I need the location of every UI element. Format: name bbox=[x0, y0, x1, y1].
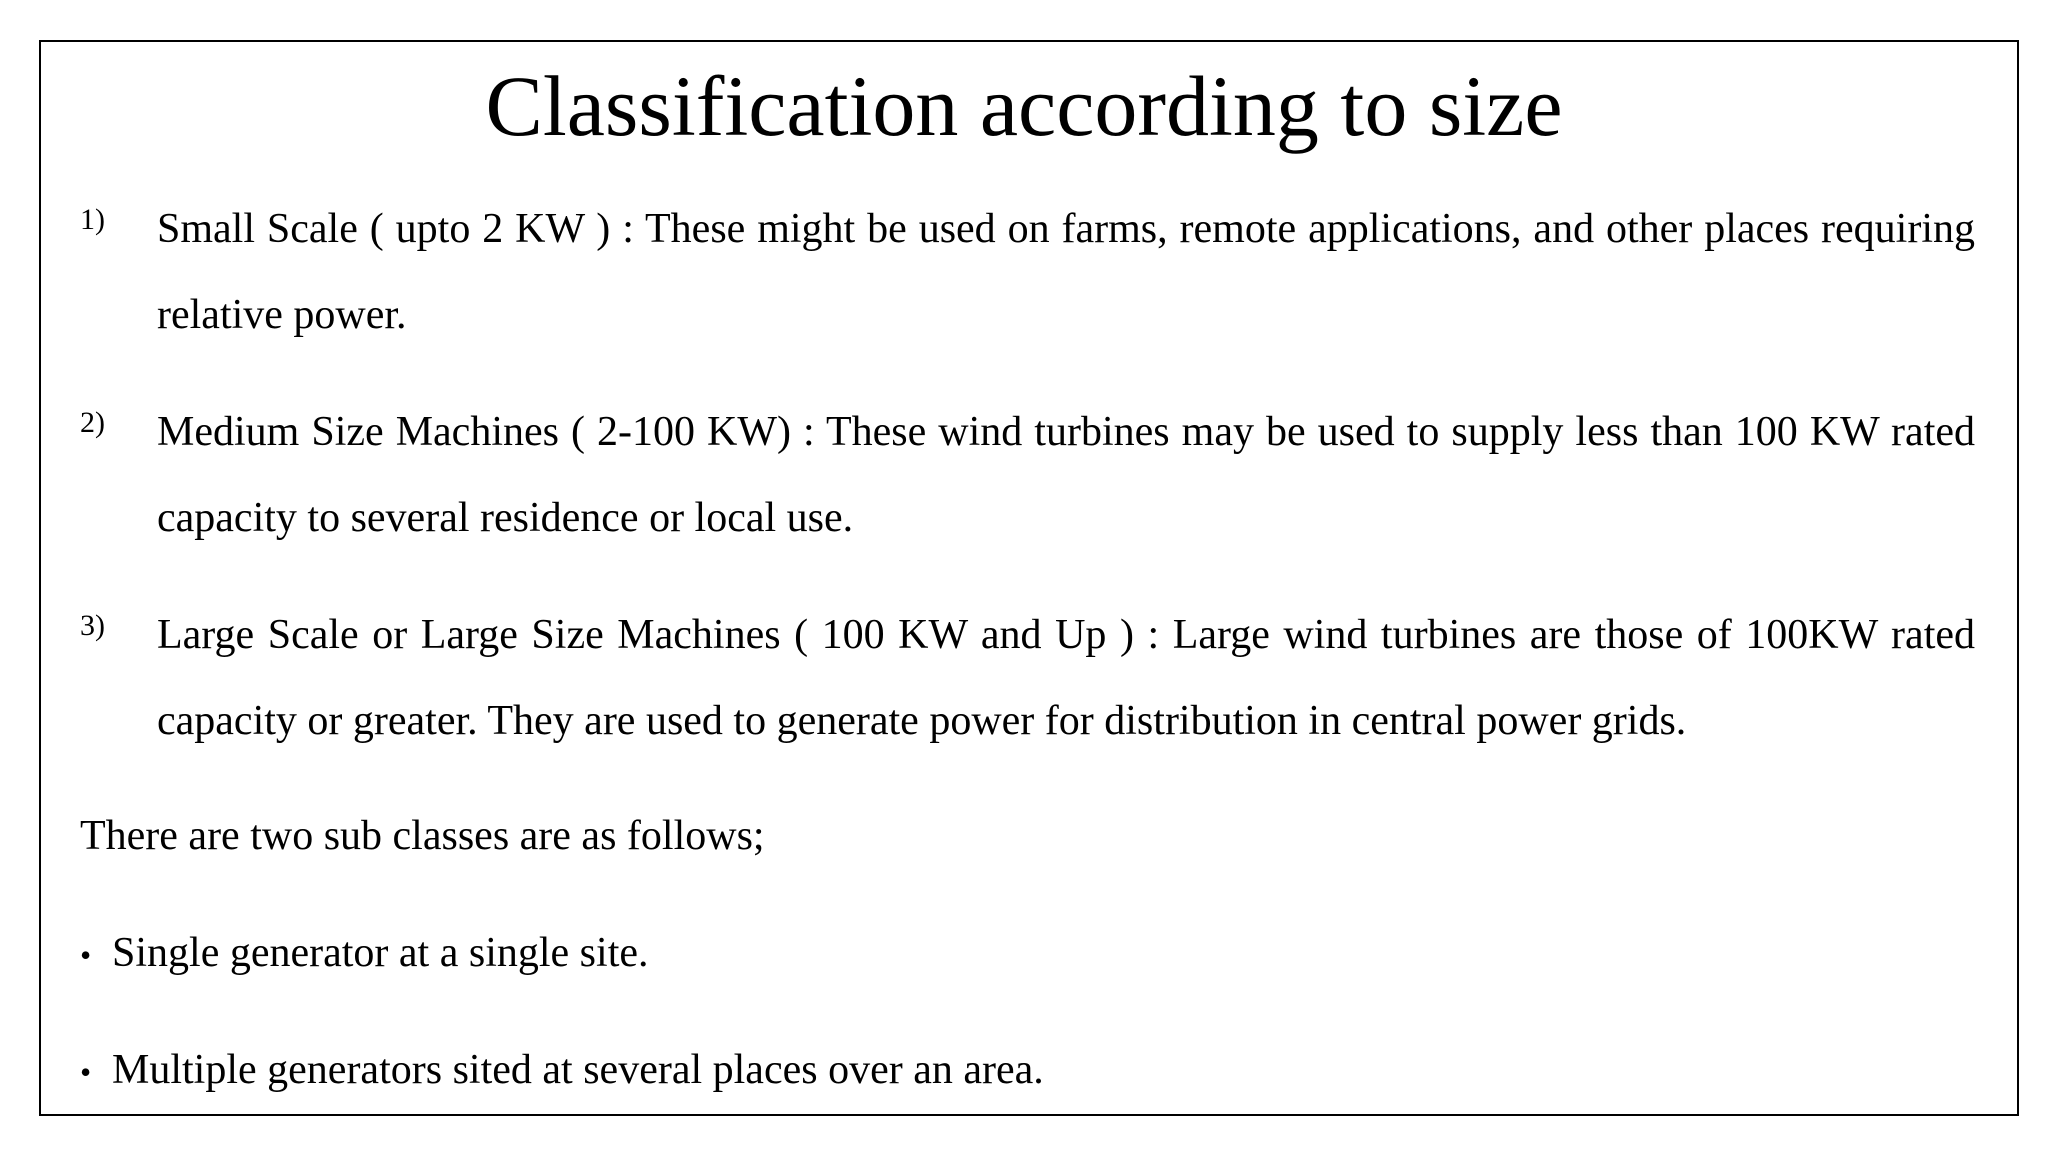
bullet-text: Multiple generators sited at several places over an area. bbox=[112, 1047, 1044, 1093]
item-text: Small Scale ( upto 2 KW ) : These might be used on farms, remote applications, and other places requiring relative power. bbox=[157, 206, 1975, 338]
item-number: 2) bbox=[80, 406, 105, 439]
item-text: Medium Size Machines ( 2-100 KW) : These wind turbines may be used to supply less than 100 KW rated capacity to several residence or local use. bbox=[157, 409, 1975, 541]
item-text: Large Scale or Large Size Machines ( 100 KW and Up ) : Large wind turbines are those of 100KW rated capacity or greater. They are used to generate power for distribution in central power grids. bbox=[157, 612, 1975, 744]
subclass-intro: There are two sub classes are as follows; bbox=[80, 813, 765, 859]
slide-title: Classification according to size bbox=[485, 58, 1563, 154]
bullet-icon: • bbox=[80, 937, 92, 973]
bullet-item-single-generator bbox=[80, 925, 649, 983]
bullet-item-multiple-generators bbox=[80, 1042, 1044, 1100]
bullet-icon: • bbox=[80, 1054, 92, 1090]
bullet-text: Single generator at a single site. bbox=[112, 930, 649, 976]
item-number: 1) bbox=[80, 203, 105, 236]
item-number: 3) bbox=[80, 609, 105, 642]
